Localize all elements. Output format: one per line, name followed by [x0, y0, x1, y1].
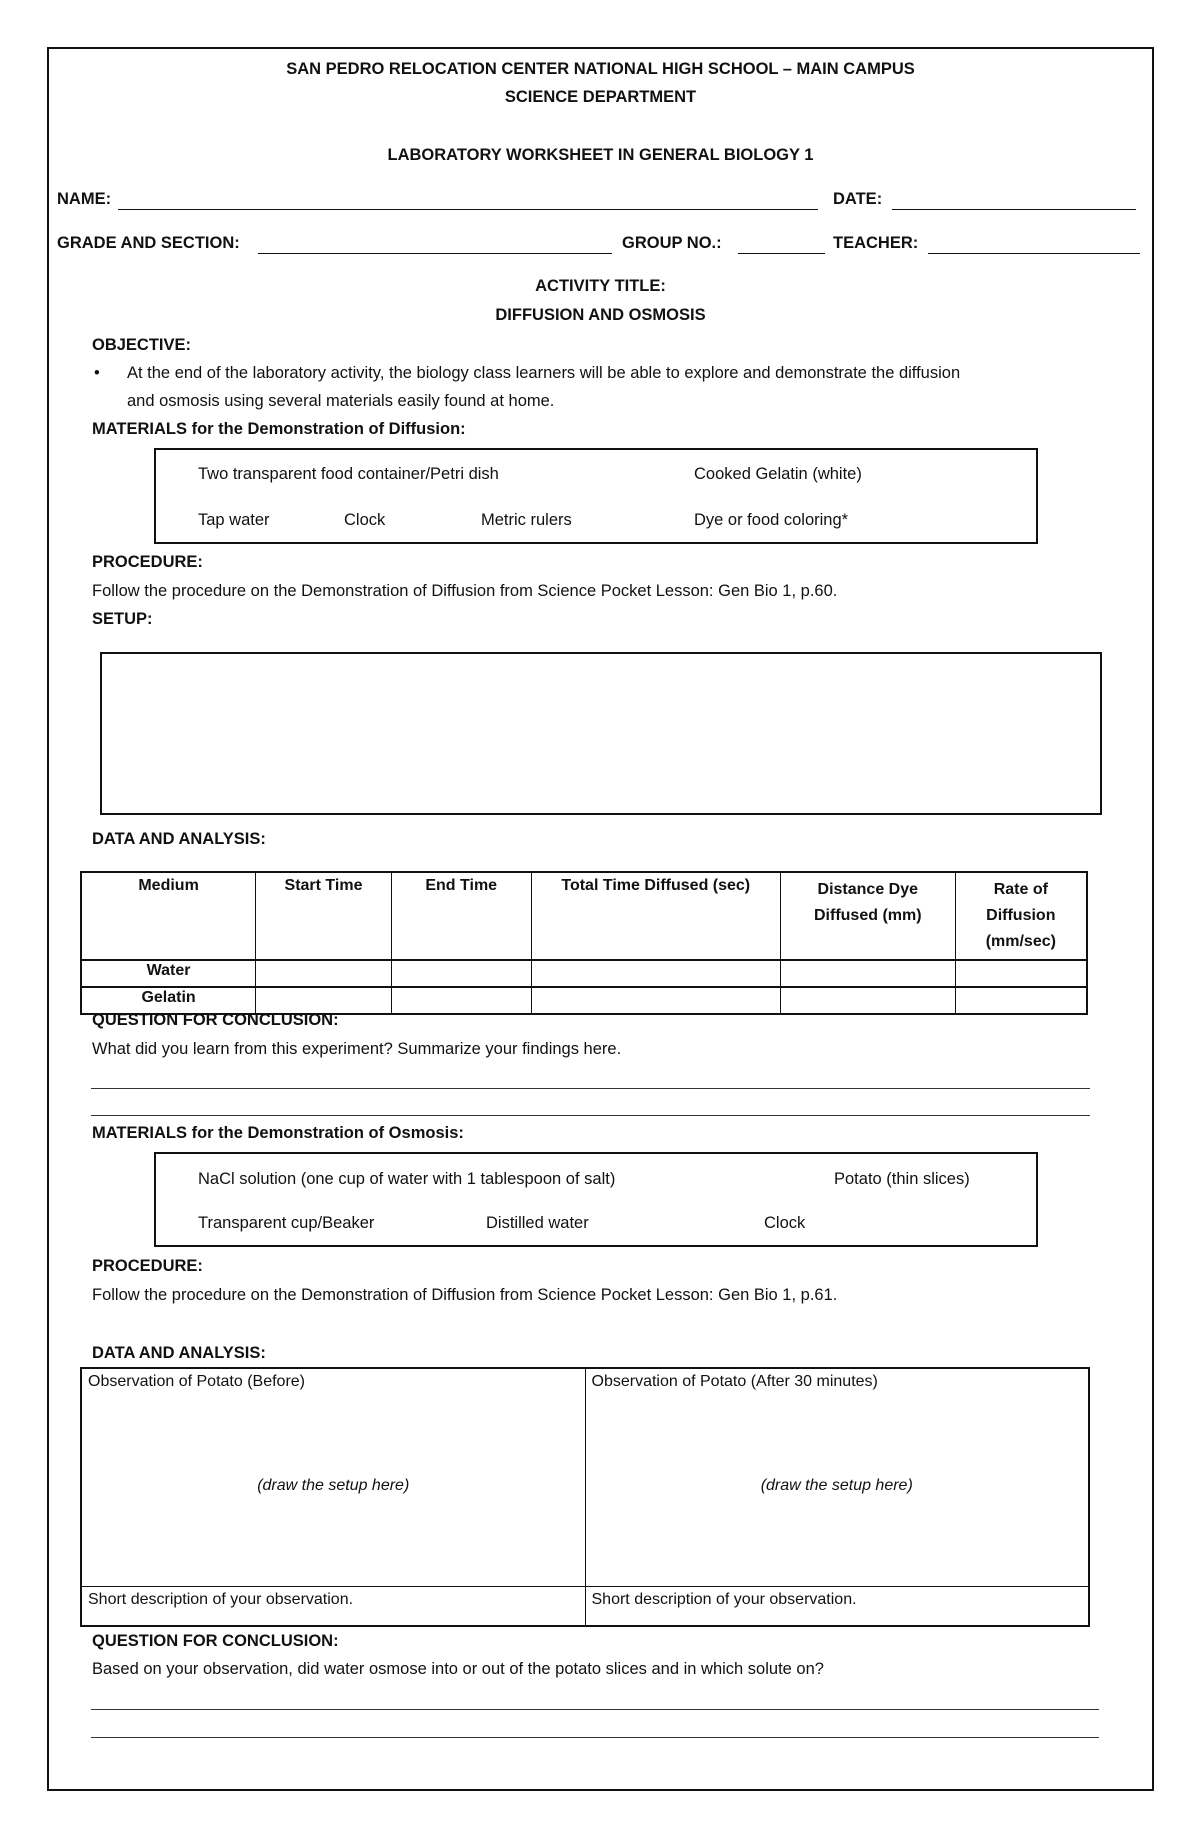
column-header: Rate of Diffusion (mm/sec) [955, 872, 1087, 960]
table-cell[interactable] [780, 960, 955, 987]
diffusion-materials-heading: MATERIALS for the Demonstration of Diffusion: [92, 420, 466, 438]
diffusion-materials-box [154, 448, 1038, 544]
osmosis-materials-box [154, 1152, 1038, 1247]
answer-line[interactable] [91, 1115, 1090, 1116]
worksheet-title: LABORATORY WORKSHEET IN GENERAL BIOLOGY 1 [387, 146, 814, 164]
objective-heading: OBJECTIVE: [92, 336, 192, 354]
diffusion-procedure-heading: PROCEDURE: [92, 553, 203, 571]
draw-hint: (draw the setup here) [257, 1477, 410, 1494]
column-header: Start Time [256, 872, 392, 960]
name-label: NAME: [57, 190, 112, 208]
material-item: Two transparent food container/Petri dish [198, 465, 499, 483]
table-cell[interactable] [391, 987, 531, 1014]
diffusion-procedure-text: Follow the procedure on the Demonstration of Diffusion from Science Pocket Lesson: Gen Bio 1, p.60. [92, 582, 838, 600]
table-cell[interactable] [780, 987, 955, 1014]
column-header: End Time [391, 872, 531, 960]
objective-text-2: and osmosis using several materials easily found at home. [127, 392, 555, 410]
osmosis-materials-heading: MATERIALS for the Demonstration of Osmosis: [92, 1124, 464, 1142]
osmosis-data-heading: DATA AND ANALYSIS: [92, 1344, 266, 1362]
table-cell[interactable] [531, 987, 780, 1014]
activity-label: ACTIVITY TITLE: [535, 277, 666, 295]
after-cell[interactable] [585, 1368, 1089, 1586]
material-item: NaCl solution (one cup of water with 1 tablespoon of salt) [198, 1170, 616, 1188]
activity-title: DIFFUSION AND OSMOSIS [495, 306, 706, 324]
setup-drawing-box[interactable] [100, 652, 1102, 815]
table-cell[interactable] [531, 960, 780, 987]
table-cell[interactable] [256, 960, 392, 987]
row-label: Water [81, 960, 256, 987]
material-item: Cooked Gelatin (white) [694, 465, 862, 483]
osmosis-procedure-text: Follow the procedure on the Demonstration of Diffusion from Science Pocket Lesson: Gen Bio 1, p.61. [92, 1286, 838, 1304]
objective-text-1: At the end of the laboratory activity, the biology class learners will be able to explore and demonstrate the diffusion [127, 364, 961, 382]
date-field[interactable] [892, 209, 1136, 210]
date-label: DATE: [833, 190, 883, 208]
diffusion-data-table [80, 871, 1088, 1015]
answer-line[interactable] [91, 1088, 1090, 1089]
before-description-cell[interactable]: Short description of your observation. [81, 1586, 585, 1626]
teacher-label: TEACHER: [833, 234, 919, 252]
name-field[interactable] [118, 209, 818, 210]
before-cell[interactable] [81, 1368, 585, 1586]
table-row [81, 987, 1087, 1014]
material-item: Clock [764, 1214, 806, 1232]
table-header-row [81, 872, 1087, 960]
answer-line[interactable] [91, 1737, 1099, 1738]
osmosis-question-heading: QUESTION FOR CONCLUSION: [92, 1632, 339, 1650]
teacher-field[interactable] [928, 253, 1140, 254]
observation-row [81, 1368, 1089, 1586]
table-row [81, 960, 1087, 987]
bullet-icon: • [94, 364, 100, 382]
setup-heading: SETUP: [92, 610, 153, 628]
table-cell[interactable] [256, 987, 392, 1014]
draw-hint: (draw the setup here) [760, 1477, 913, 1494]
department-name: SCIENCE DEPARTMENT [504, 88, 697, 106]
material-item: Potato (thin slices) [834, 1170, 970, 1188]
after-description-cell[interactable]: Short description of your observation. [585, 1586, 1089, 1626]
grade-section-label: GRADE AND SECTION: [57, 234, 240, 252]
column-header: Distance Dye Diffused (mm) [780, 872, 955, 960]
after-heading: Observation of Potato (After 30 minutes) [591, 1373, 878, 1390]
material-item: Metric rulers [481, 511, 572, 529]
group-no-label: GROUP NO.: [622, 234, 722, 252]
table-cell[interactable] [955, 987, 1087, 1014]
osmosis-question-text: Based on your observation, did water osmose into or out of the potato slices and in which solute on? [92, 1660, 824, 1678]
column-header: Total Time Diffused (sec) [531, 872, 780, 960]
material-item: Clock [344, 511, 386, 529]
diffusion-data-heading: DATA AND ANALYSIS: [92, 830, 266, 848]
school-name: SAN PEDRO RELOCATION CENTER NATIONAL HIGH SCHOOL – MAIN CAMPUS [286, 60, 915, 78]
table-cell[interactable] [955, 960, 1087, 987]
material-item: Transparent cup/Beaker [198, 1214, 375, 1232]
group-no-field[interactable] [738, 253, 825, 254]
diffusion-question-heading: QUESTION FOR CONCLUSION: [92, 1011, 339, 1029]
osmosis-observation-table [80, 1367, 1090, 1627]
material-item: Dye or food coloring* [694, 511, 849, 529]
diffusion-question-text: What did you learn from this experiment? Summarize your findings here. [92, 1040, 622, 1058]
before-heading: Observation of Potato (Before) [88, 1373, 305, 1390]
description-row [81, 1586, 1089, 1626]
row-label: Gelatin [81, 987, 256, 1014]
grade-section-field[interactable] [258, 253, 612, 254]
table-cell[interactable] [391, 960, 531, 987]
material-item: Distilled water [486, 1214, 589, 1232]
column-header: Medium [81, 872, 256, 960]
answer-line[interactable] [91, 1709, 1099, 1710]
osmosis-procedure-heading: PROCEDURE: [92, 1257, 203, 1275]
material-item: Tap water [198, 511, 270, 529]
